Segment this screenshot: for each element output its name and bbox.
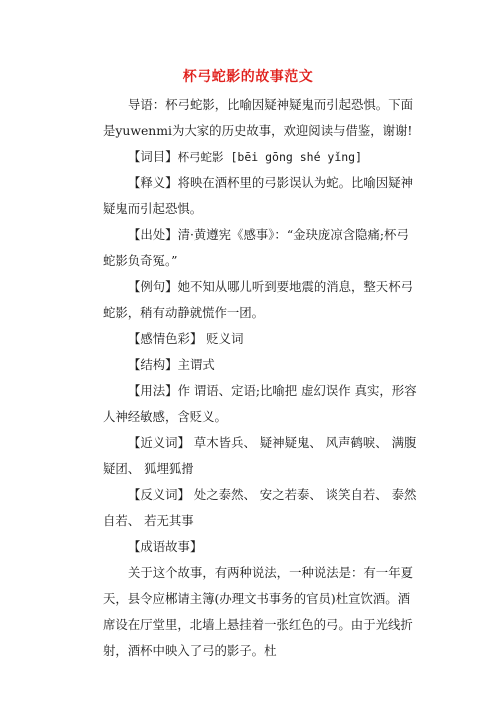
entry-li-ju (103, 274, 421, 326)
entry-jie-gou (103, 352, 421, 378)
entry-label: 【结构】 (128, 357, 178, 372)
entry-label: 【出处】 (128, 227, 178, 242)
entry-label: 【近义词】 (128, 435, 190, 450)
entry-label: 【例句】 (128, 279, 178, 294)
entry-fan-yi-ci (103, 482, 421, 534)
entry-label: 【释义】 (128, 175, 178, 190)
entry-text: 将映在酒杯里的弓影误认为蛇。比喻因疑神疑鬼而引起恐惧。 (103, 175, 413, 216)
entry-text: 贬义词 (202, 331, 244, 346)
entry-ci-mu (103, 144, 421, 170)
entry-shi-yi (103, 170, 421, 222)
entry-text: 处之泰然、 安之若泰、 谈笑自若、 泰然自若、 若无其事 (103, 487, 417, 528)
intro-paragraph: 导语：杯弓蛇影，比喻因疑神疑鬼而引起恐惧。下面是yuwenmi为大家的历史故事，欢迎阅读与借鉴，谢谢! (103, 97, 413, 138)
document-title: 杯弓蛇影的故事范文 (182, 69, 314, 85)
entry-label: 【词目】 (128, 149, 178, 164)
entry-text: 主谓式 (177, 357, 215, 372)
entry-yong-fa (103, 378, 421, 430)
entry-label: 【感情色彩】 (128, 331, 203, 346)
entry-jin-yi-ci (103, 430, 421, 482)
entry-chu-chu (103, 222, 421, 274)
entry-label: 【反义词】 (128, 487, 190, 502)
entry-text: 她不知从哪儿听到要地震的消息，整天杯弓蛇影，稍有动静就慌作一团。 (103, 279, 413, 320)
entry-text: 作 谓语、定语;比喻把 虚幻误作 真实，形容人神经敏感，含贬义。 (103, 383, 417, 424)
entry-text: 草木皆兵、 疑神疑鬼、 风声鹤唳、 满腹疑团、 狐埋狐搰 (103, 435, 417, 476)
entry-text: 清·黄遵宪《感事》：“金玦庞凉含隐痛;杯弓蛇影负奇冤。” (103, 227, 409, 268)
entry-label: 【成语故事】 (128, 539, 203, 554)
story-paragraph: 关于这个故事，有两种说法，一种说法是：有一年夏天，县令应郴请主簿(办理文书事务的官员)杜宣饮酒。酒席设在厅堂里，北墙上悬挂着一张红色的弓。由于光线折射，酒杯中映入了弓的影子。杜 (103, 565, 413, 658)
entry-text: 杯弓蛇影 [bēi gōng shé yǐng] (177, 150, 363, 164)
entry-gan-qing-se-cai (103, 326, 421, 352)
entry-label: 【用法】 (128, 383, 178, 398)
entry-cheng-yu-gu-shi (103, 534, 421, 560)
